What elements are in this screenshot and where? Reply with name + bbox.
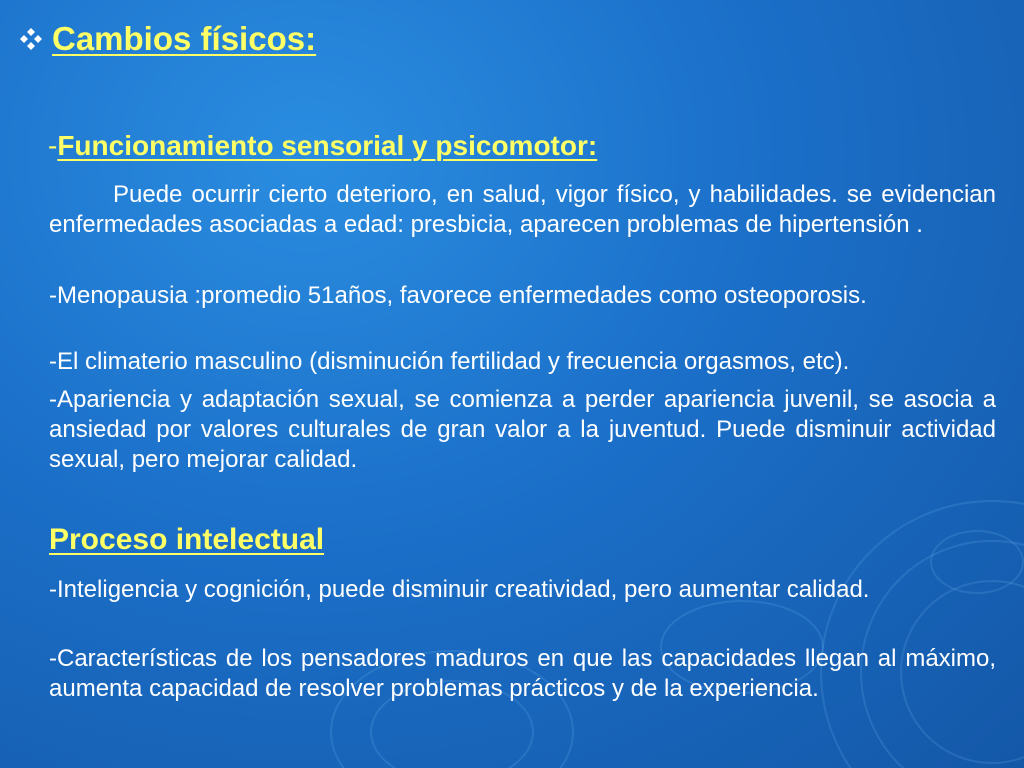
slide-title: Cambios físicos:	[52, 20, 317, 57]
paragraph-deterioro: Puede ocurrir cierto deterioro, en salud, vigor físico, y habilidades. se evidencian enfermedades asociadas a edad: presbicia, aparecen problemas de hipertensión .	[49, 181, 996, 238]
paragraph-climaterio: -El climaterio masculino (disminución fertilidad y frecuencia orgasmos, etc).	[49, 348, 850, 375]
subheading-row	[48, 130, 597, 162]
background-ripple	[820, 500, 1024, 768]
paragraph-menopausia: -Menopausia :promedio 51años, favorece enfermedades como osteoporosis.	[49, 282, 867, 309]
paragraph-pensadores: -Características de los pensadores maduros en que las capacidades llegan al máximo, aumenta capacidad de resolver problemas prácticos y de la experiencia.	[49, 645, 996, 702]
subheading-dash: -	[48, 130, 58, 161]
subheading: Funcionamiento sensorial y psicomotor:	[57, 130, 598, 161]
paragraph-apariencia: -Apariencia y adaptación sexual, se comienza a perder apariencia juvenil, se asocia a ansiedad por valores culturales de gran valor a la juventud. Puede disminuir actividad sexual, pero mejorar calidad.	[49, 386, 996, 473]
section-heading-proceso-intelectual: Proceso intelectual	[49, 523, 325, 556]
paragraph-inteligencia: -Inteligencia y cognición, puede disminuir creatividad, pero aumentar calidad.	[49, 576, 870, 603]
diamond-cluster-icon	[18, 26, 44, 52]
slide-title-row	[18, 20, 316, 58]
